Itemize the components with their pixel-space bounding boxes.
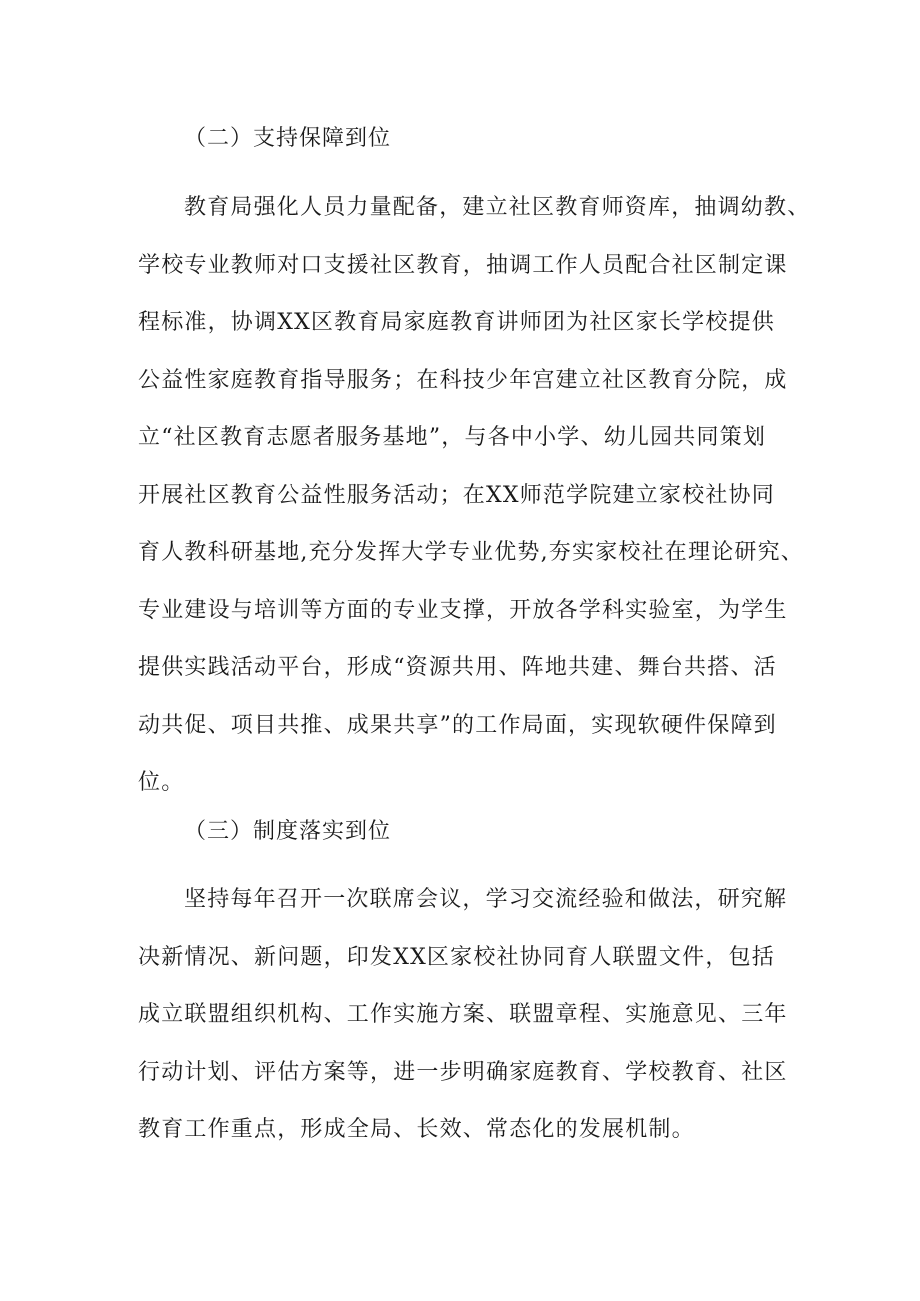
paragraph-line: 提供实践活动平台，形成“资源共用、阵地共建、舞台共搭、活 (138, 655, 777, 680)
paragraph-line: 公益性家庭教育指导服务；在科技少年宫建立社区教育分院，成 (138, 367, 788, 393)
paragraph-line: 程标准，协调XX区教育局家庭教育讲师团为社区家长学校提供 (138, 310, 775, 335)
paragraph-line: 开展社区教育公益性服务活动；在XX师范学院建立家校社协同 (138, 482, 775, 508)
paragraph-line: 动共促、项目共推、成果共享”的工作局面，实现软硬件保障到 (138, 712, 777, 738)
section-heading: （三）制度落实到位 (184, 819, 392, 844)
section-heading: （二）支持保障到位 (184, 126, 392, 151)
section-paragraph (138, 871, 798, 1159)
paragraph-line: 教育局强化人员力量配备，建立社区教育师资库，抽调幼教、 (184, 195, 811, 220)
paragraph-line: 专业建设与培训等方面的专业支撑，开放各学科实验室，为学生 (138, 597, 788, 623)
paragraph-line: 育人教科研基地,充分发挥大学专业优势,夯实家校社在理论研究、 (138, 540, 804, 565)
paragraph-line: 位。 (138, 770, 185, 795)
paragraph-line: 立“社区教育志愿者服务基地”，与各中小学、幼儿园共同策划 (138, 425, 767, 450)
paragraph-line: 决新情况、新问题，印发XX区家校社协同育人联盟文件，包括 (138, 944, 775, 970)
paragraph-line: 成立联盟组织机构、工作实施方案、联盟章程、实施意见、三年 (138, 1002, 788, 1027)
paragraph-line: 教育工作重点，形成全局、长效、常态化的发展机制。 (138, 1117, 695, 1142)
paragraph-line: 学校专业教师对口支援社区教育，抽调工作人员配合社区制定课 (138, 252, 788, 278)
paragraph-line: 坚持每年召开一次联席会议，学习交流经验和做法，研究解 (184, 887, 788, 912)
paragraph-line: 行动计划、评估方案等，进一步明确家庭教育、学校教育、社区 (138, 1059, 788, 1085)
section-paragraph (138, 179, 811, 812)
